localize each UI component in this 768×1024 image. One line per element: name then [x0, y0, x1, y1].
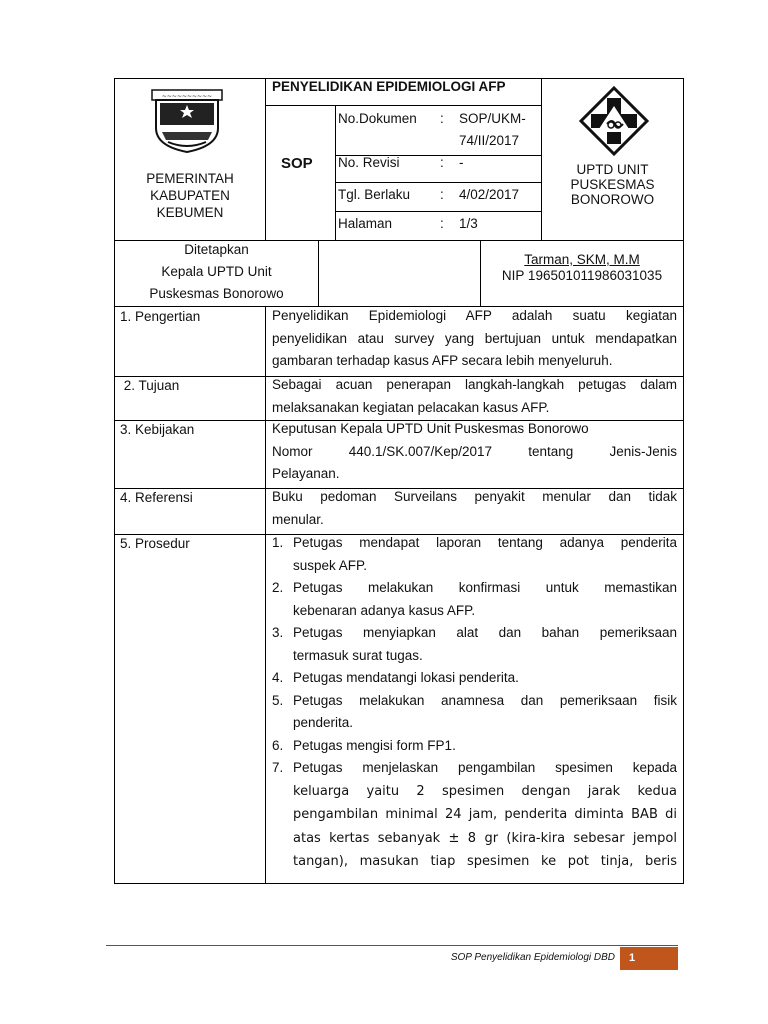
page-number-badge [620, 947, 678, 970]
section-label-kebijakan: 3. Kebijakan [120, 422, 195, 437]
section-text-referensi: Buku pedoman Surveilans penyakit menular dan tidak menular. [272, 489, 677, 527]
section-label-referensi: 4. Referensi [120, 490, 193, 505]
org-name: PEMERINTAH KABUPATEN KEBUMEN [146, 171, 234, 220]
procedure-step: 5. Petugas melakukan anamnesa dan pemeriksaan fisik penderita. [272, 692, 677, 730]
procedure-step: 6. Petugas mengisi form FP1. [272, 737, 456, 753]
signer-nip: NIP 196501011986031035 [501, 268, 663, 283]
section-label-prosedur: 5. Prosedur [120, 536, 190, 551]
section-text-pengertian: Penyelidikan Epidemiologi AFP adalah suatu kegiatan penyelidikan atau survey yang bertujuan untuk mendapatkan gambaran terhadap kasus AFP secara lebih menyeluruh. [272, 308, 677, 368]
puskesmas-logo-icon [579, 86, 649, 161]
footer-doc-title: SOP Penyelidikan Epidemiologi DBD [450, 952, 615, 963]
page-number: 1 [629, 952, 636, 964]
procedure-list [266, 532, 677, 874]
kebumen-coat-of-arms-icon [150, 88, 224, 159]
procedure-step: 3. Petugas menyiapkan alat dan bahan pemeriksaan termasuk surat tugas. [272, 625, 677, 663]
svg-text:~~~~~~~~~~: ~~~~~~~~~~ [161, 93, 213, 100]
sop-label: SOP [281, 155, 313, 172]
section-text-tujuan: Sebagai acuan penerapan langkah-langkah petugas dalam melaksanakan kegiatan pelacakan kasus AFP. [272, 377, 677, 415]
document-title: PENYELIDIKAN EPIDEMIOLOGI AFP [272, 79, 506, 94]
section-label-pengertian: 1. Pengertian [120, 309, 201, 324]
signer-block [481, 252, 683, 284]
procedure-step: 2. Petugas melakukan konfirmasi untuk memastikan kebenaran adanya kasus AFP. [272, 580, 677, 618]
procedure-step: 4. Petugas mendatangi lokasi penderita. [272, 670, 519, 685]
signature-area [319, 241, 480, 306]
approval-block: Ditetapkan Kepala UPTD Unit Puskesmas Bonorowo [149, 242, 284, 301]
signer-name: Tarman, SKM, M.M [524, 252, 640, 267]
procedure-step: 7. Petugas menjelaskan pengambilan spesimen kepada keluarga yaitu 2 spesimen dengan jarak kedua pengambilan minimal 24 jam, penderita diminta BAB di atas kertas sebanyak ± 8 gr (kira-kira sebesar jempol tangan), masukan tiap spesimen ke pot tinja, beris [272, 760, 677, 869]
section-label-tujuan: 2. Tujuan [120, 378, 180, 393]
unit-name: UPTD UNIT PUSKESMAS BONOROWO [570, 162, 655, 207]
procedure-step: 1. Petugas mendapat laporan tentang adanya penderita suspek AFP. [272, 535, 677, 573]
section-text-kebijakan: Keputusan Kepala UPTD Unit Puskesmas Bonorowo Nomor 440.1/SK.007/Kep/2017 tentang Jenis-Jenis Pelayanan. [272, 421, 677, 481]
footer-rule [106, 945, 678, 946]
